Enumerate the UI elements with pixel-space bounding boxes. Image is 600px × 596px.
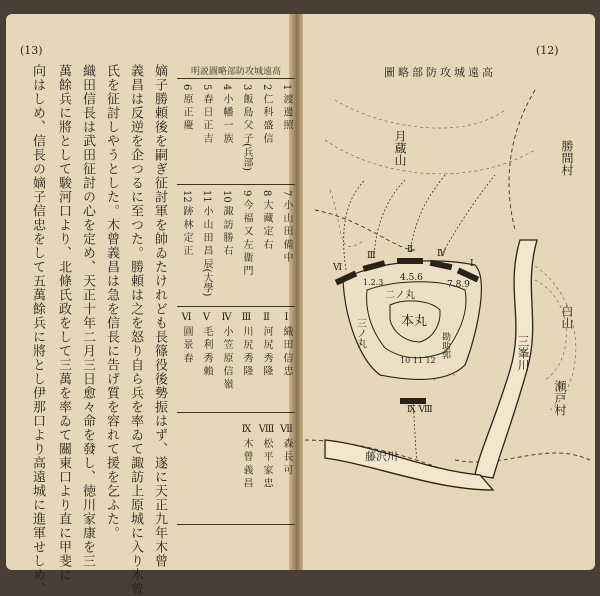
right-page-number: (12)	[536, 44, 559, 57]
legend-row	[177, 308, 295, 413]
mountain-label: 月蔵山	[393, 130, 407, 166]
legend-entry: 8 大 藏 定 右	[261, 190, 272, 250]
legend-entry: Ⅰ 織 田 信 忠	[281, 312, 292, 376]
unit-numbers: 4.5.6	[400, 273, 423, 283]
army-label: Ⅸ Ⅷ	[407, 405, 433, 415]
body-text-column: 向はしめ、信長の嫡子信忠をして五萬餘兵に將とし伊那口より高遠城に進軍せしめ、	[30, 64, 45, 596]
body-text-column: 嫡子勝頼後を嗣ぎ征討軍を帥ゐたけれども長篠役後勢振はず、遂に天正九年木曾	[152, 64, 167, 568]
legend-entry: 6 原 正 慶	[181, 84, 192, 130]
castle-siege-map	[305, 80, 590, 550]
army-label: Ⅰ	[470, 259, 474, 269]
legend-entry: 11 小 山 田 昌 辰(大學)	[201, 190, 212, 297]
left-page-number: (13)	[20, 44, 43, 57]
legend-row	[177, 414, 295, 525]
legend-entry: 10 諏 訪 勝 右	[221, 190, 232, 256]
body-text-column: 義昌は反逆を企つるに至つた。勝頼は之を怒り自ら兵を率ゐて諏訪上原城に入り木曾	[128, 64, 143, 596]
village-label: 勝間村	[560, 140, 574, 176]
unit-numbers: 10 11 12	[400, 356, 436, 365]
army-label: Ⅲ	[367, 251, 376, 261]
river-fujisawa	[325, 440, 493, 490]
unit-numbers: 7.8.9	[447, 280, 470, 290]
mountain-label: 白山	[560, 305, 574, 329]
legend-entry: Ⅴ 毛 利 秀 賴	[201, 312, 212, 376]
army-label: Ⅵ	[333, 263, 343, 273]
honmaru-label: 本丸	[401, 314, 428, 329]
body-text-column: 氏を征討しやうとした。木曾義昌は急を信長に告げ質を容れて援を乞ふた。	[104, 64, 119, 540]
legend-entry: 1 渡 邊 照	[281, 84, 292, 130]
legend-entry: 12 跡 林 定 正	[181, 190, 192, 256]
legend-row	[177, 80, 295, 185]
legend-entry: 4 小 幡 一 族	[221, 84, 232, 144]
unit-numbers: 1.2.3	[363, 278, 384, 287]
legend-entry: Ⅲ 川 尻 秀 隆	[241, 312, 252, 376]
legend-entry: 7 小 山 田 備 中	[281, 190, 292, 263]
kanrokuguruwa-label: 勘助郭	[440, 332, 450, 359]
legend-entry: 5 春 日 正 吉	[201, 84, 212, 144]
village-label: 瀬戸村	[553, 380, 567, 416]
legend-entry: Ⅳ 小 笠 原 信 嶺	[221, 312, 232, 389]
sannomaru-label: 三ノ丸	[354, 318, 366, 348]
legend-row	[177, 186, 295, 307]
river-label: 藤沢川	[365, 450, 398, 463]
legend-entry: Ⅵ 圓 景 春	[181, 312, 192, 363]
legend-entry: Ⅷ 松 平 家 忠	[261, 424, 272, 488]
ninomaru-label: 二ノ丸	[385, 290, 415, 301]
legend-entry: 3 飯 島 父 子(兵部)	[241, 84, 252, 171]
legend-table-header: 明説圖略部防攻城遠高	[177, 64, 295, 79]
legend-entry: 2 仁 科 盛 信	[261, 84, 272, 144]
body-text-column: 萬餘兵に將として駿河口より、北條氏政をして三萬を率ゐて關東口より直に甲斐に	[56, 64, 71, 582]
army-label: Ⅱ	[407, 245, 414, 255]
body-text-column: 織田信長は武田征討の心を定め、天正十年二月三日愈々命を發し、徳川家康を三	[80, 64, 95, 568]
legend-entry: Ⅸ 木 曾 義 昌	[241, 424, 252, 488]
army-label: Ⅳ	[437, 249, 446, 259]
legend-entry: Ⅱ 河 尻 秀 隆	[261, 312, 272, 376]
river-label: 三峯川	[516, 335, 530, 371]
map-title: 圖略部防攻城遠高	[384, 66, 496, 79]
legend-entry: Ⅶ 森 長 可	[281, 424, 292, 475]
legend-entry: 9 今 福 又 左 衞 門	[241, 190, 252, 276]
